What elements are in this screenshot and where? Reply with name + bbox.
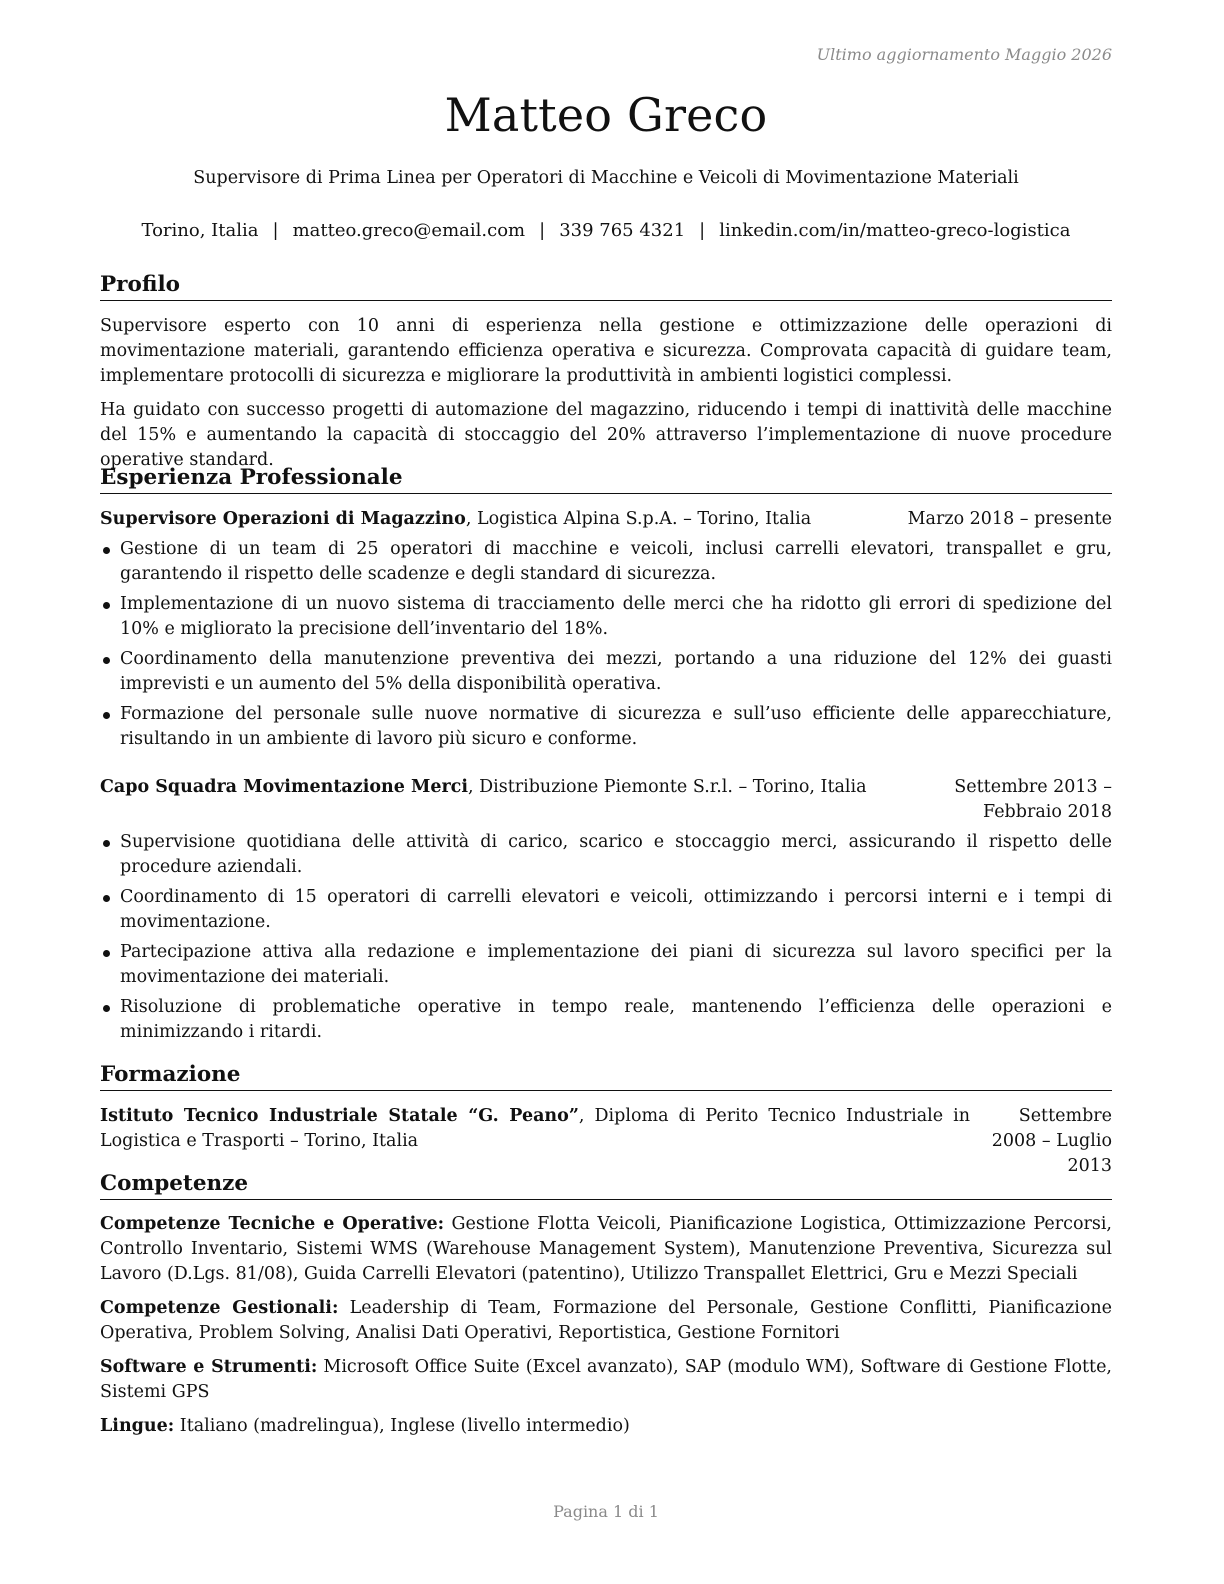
candidate-name: Matteo Greco <box>444 88 768 142</box>
section-title-experience: Esperienza Professionale <box>100 464 1112 494</box>
education-school: Istituto Tecnico Industriale Statale “G. Peano” <box>100 1106 579 1126</box>
job-bullets <box>100 537 1112 757</box>
section-title-skills: Competenze <box>100 1170 1112 1200</box>
skill-text: Leadership di Team, Formazione del Personale, Gestione Conflitti, Pianificazione Operativa, Problem Solving, Analisi Dati Operativi, Reportistica, Gestione Fornitori <box>100 1298 1112 1343</box>
profile-paragraph: Ha guidato con successo progetti di automazione del magazzino, riducendo i tempi di inattività delle macchine del 15% e aumentando la capacità di stoccaggio del 20% attraverso l’implementazione di nuove procedure operative standard. <box>100 400 1112 470</box>
skill-group <box>100 1355 1112 1405</box>
job-role-company <box>100 775 876 800</box>
list-item: Coordinamento di 15 operatori di carrelli elevatori e veicoli, ottimizzando i percorsi interni e i tempi di movimentazione. <box>100 885 1112 935</box>
job-dates: Settembre 2013 – Febbraio 2018 <box>954 777 1112 822</box>
profile-paragraph: Supervisore esperto con 10 anni di esperienza nella gestione e ottimizzazione delle operazioni di movimentazione materiali, garantendo efficienza operativa e sicurezza. Comprovata capacità di guidare team, implementare protocolli di sicurezza e migliorare la produttività in ambienti logistici complessi. <box>100 316 1112 386</box>
list-item: Risoluzione di problematiche operative in tempo reale, mantenendo l’efficienza delle operazioni e minimizzando i ritardi. <box>100 995 1112 1045</box>
section-title-education: Formazione <box>100 1061 1112 1091</box>
contact-email[interactable]: matteo.greco@email.com <box>292 220 526 241</box>
job-company: , Logistica Alpina S.p.A. – Torino, Italia <box>465 509 812 529</box>
job-role: Capo Squadra Movimentazione Merci <box>100 777 468 797</box>
skill-text: Gestione Flotta Veicoli, Pianificazione Logistica, Ottimizzazione Percorsi, Controllo Inventario, Sistemi WMS (Warehouse Management System), Manutenzione Preventiva, Sicurezza sul Lavoro (D.Lgs. 81/08), Guida Carrelli Elevatori (patentino), Utilizzo Transpallet Elettrici, Gru e Mezzi Speciali <box>100 1214 1112 1284</box>
skill-label: Software e Strumenti: <box>100 1357 318 1377</box>
last-updated: Ultimo aggiornamento Maggio 2026 <box>816 45 1112 64</box>
list-item: Gestione di un team di 25 operatori di macchine e veicoli, inclusi carrelli elevatori, transpallet e gru, garantendo il rispetto delle scadenze e degli standard di sicurezza. <box>100 537 1112 587</box>
contact-linkedin[interactable]: linkedin.com/in/matteo-greco-logistica <box>719 220 1071 241</box>
section-title-profile: Profilo <box>100 271 1112 301</box>
resume-page <box>100 0 1112 1584</box>
job-title: Supervisore di Prima Linea per Operatori di Macchine e Veicoli di Movimentazione Materiali <box>193 168 1019 188</box>
list-item: Partecipazione attiva alla redazione e implementazione dei piani di sicurezza sul lavoro specifici per la movimentazione dei materiali. <box>100 940 1112 990</box>
skill-group <box>100 1414 1112 1439</box>
separator: | <box>272 220 279 241</box>
job-header <box>100 507 1112 532</box>
separator: | <box>539 220 546 241</box>
education-school-degree <box>100 1104 970 1154</box>
skill-group <box>100 1212 1112 1287</box>
job-company: , Distribuzione Piemonte S.r.l. – Torino, Italia <box>468 777 867 797</box>
page-number: Pagina 1 di 1 <box>553 1502 659 1521</box>
skill-label: Lingue: <box>100 1416 175 1436</box>
contact-location: Torino, Italia <box>141 220 259 241</box>
list-item: Coordinamento della manutenzione preventiva dei mezzi, portando a una riduzione del 12% dei guasti imprevisti e un aumento del 5% della disponibilità operativa. <box>100 647 1112 697</box>
list-item: Formazione del personale sulle nuove normative di sicurezza e sull’uso efficiente delle apparecchiature, risultando in un ambiente di lavoro più sicuro e conforme. <box>100 702 1112 752</box>
job-role: Supervisore Operazioni di Magazzino <box>100 509 466 529</box>
education-entry <box>100 1104 1112 1179</box>
job-dates: Marzo 2018 – presente <box>907 509 1112 529</box>
job-header <box>100 775 1112 825</box>
contact-line <box>100 220 1112 241</box>
skill-text: Microsoft Office Suite (Excel avanzato), SAP (modulo WM), Software di Gestione Flotte, Sistemi GPS <box>100 1357 1112 1402</box>
list-item: Implementazione di un nuovo sistema di tracciamento delle merci che ha ridotto gli errori di spedizione del 10% e migliorato la precisione dell’inventario del 18%. <box>100 592 1112 642</box>
education-dates: Settembre 2008 – Luglio 2013 <box>991 1106 1112 1176</box>
list-item: Supervisione quotidiana delle attività di carico, scarico e stoccaggio merci, assicurando il rispetto delle procedure aziendali. <box>100 830 1112 880</box>
skill-group <box>100 1296 1112 1346</box>
job-bullets <box>100 830 1112 1050</box>
skill-label: Competenze Gestionali: <box>100 1298 339 1318</box>
job-role-company <box>100 507 908 532</box>
contact-phone[interactable]: 339 765 4321 <box>559 220 686 241</box>
skill-label: Competenze Tecniche e Operative: <box>100 1214 445 1234</box>
skill-text: Italiano (madrelingua), Inglese (livello intermedio) <box>174 1416 630 1436</box>
separator: | <box>699 220 706 241</box>
education-degree: , Diploma di Perito Tecnico Industriale in Logistica e Trasporti – Torino, Italia <box>100 1106 970 1151</box>
